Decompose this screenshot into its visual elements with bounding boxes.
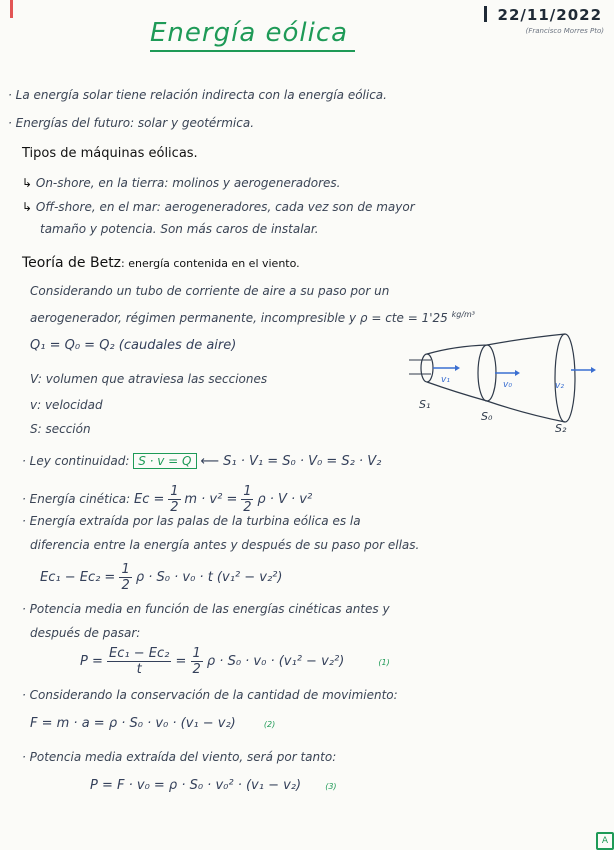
betz-subtitle: : energía contenida en el viento. [121,257,300,270]
date-bracket [484,6,487,22]
flow-equality: Q₁ = Q₀ = Q₂ (caudales de aire) [30,338,237,353]
continuity-label: · Ley continuidad: [22,454,130,468]
extracted-line-1: · Energía extraída por las palas de la turbina eólica es la [22,514,361,528]
offshore-text-1: Off-shore, en el mar: aerogeneradores, cada vez son de mayor [35,200,415,214]
v1-label: v₁ [441,375,450,385]
frac-num: 1 [192,646,201,661]
equation-number-1: (1) [378,658,390,667]
v0-arrow-head [515,370,520,376]
frac-den: 2 [170,500,179,515]
velocity-definition: v: velocidad [30,398,103,412]
extracted-power-formula [90,778,337,793]
power-line-1: · Potencia media en función de las energías cinéticas antes y [22,602,390,616]
section-s0-ellipse [478,345,496,401]
frac-den: 2 [243,500,252,515]
page-title: Energía eólica [150,18,349,48]
betz-heading-line [22,252,300,271]
power-half [191,646,203,677]
equation-number-2: (2) [263,720,276,729]
section-s2-ellipse [555,334,575,422]
frac-den: t [136,662,142,677]
arrow-icon: ↳ [22,200,36,214]
frac-den: 2 [121,578,130,593]
onshore-line [22,176,340,190]
continuity-line [22,454,381,469]
power-line-2: después de pasar: [30,626,141,640]
betz-line-2-text: aerogenerador, régimen permanente, incompresible y ρ = cte = 1'25 [30,311,448,325]
title-underline [150,50,355,52]
frac-num: Ec₁ − Ec₂ [109,646,170,661]
extracted-line-2: diferencia entre la energía antes y después de su paso por ellas. [30,538,420,552]
kinetic-mass-term: m · v² = [184,492,238,507]
momentum-formula-text: F = m · a = ρ · S₀ · v₀ · (v₁ − v₂) [30,716,236,731]
kinetic-line [22,484,312,515]
corner-page-mark: A [596,832,614,850]
intro-line-2: · Energías del futuro: solar y geotérmica. [8,116,255,130]
offshore-line-1 [22,200,415,214]
kinetic-half-2 [241,484,253,515]
kinetic-label: · Energía cinética: [22,492,131,506]
extracted-formula-rhs: ρ · S₀ · v₀ · t (v₁² − v₂²) [135,570,283,585]
momentum-formula [30,716,275,731]
continuity-boxed-formula: S · v = Q [133,453,196,469]
power-formula-lhs: P = [80,654,103,669]
frac-num: 1 [243,484,252,499]
v0-label: v₀ [503,380,512,390]
v2-arrow-head [591,367,596,373]
continuity-equality: ⟵ S₁ · V₁ = S₀ · V₀ = S₂ · V₂ [200,454,382,469]
power-fraction [107,646,171,677]
volume-definition: V: volumen que atraviesa las secciones [30,372,268,386]
tube-upper-edge [427,334,565,354]
kinetic-density-term: ρ · V · v² [257,492,313,507]
betz-heading: Teoría de Betz [22,255,122,271]
frac-num: 1 [121,562,130,577]
s1-label: S₁ [419,398,431,411]
momentum-line-1: · Considerando la conservación de la cantidad de movimiento: [22,688,398,702]
arrow-icon: ↳ [22,176,36,190]
machines-heading: Tipos de máquinas eólicas. [22,146,198,161]
section-definition: S: sección [30,422,91,436]
tube-lower-edge [427,382,565,422]
red-margin-mark [10,0,13,18]
power-formula-rhs: ρ · S₀ · v₀ · (v₁² − v₂²) [206,654,345,669]
betz-line-1: Considerando un tubo de corriente de aire a su paso por un [30,284,390,298]
extracted-half [119,562,131,593]
s0-label: S₀ [481,410,493,423]
frac-den: 2 [192,662,201,677]
extracted-power-formula-text: P = F · v₀ = ρ · S₀ · v₀² · (v₁ − v₂) [90,778,302,793]
onshore-text: On-shore, en la tierra: molinos y aerogeneradores. [35,176,341,190]
s2-label: S₂ [555,422,567,435]
stream-tube-diagram [405,318,605,438]
section-s1-ellipse [421,354,433,382]
kinetic-ec: Ec = [134,492,165,507]
author-note: (Francisco Morres Pto) [525,27,604,35]
extracted-formula [40,562,282,593]
v2-label: v₂ [555,381,564,391]
density-unit: kg/m³ [451,310,476,319]
power-formula: P = $\frac{\text{Ec₁ − Ec₂}}{t}$ = $\frac{1}{2}$ ρ · S₀ · v₀ · (v₁² − v₂²) (1) [80,646,390,677]
equation-number-3: (3) [325,782,337,791]
kinetic-half-1 [168,484,180,515]
extracted-formula-lhs: Ec₁ − Ec₂ = [40,570,116,585]
date: 22/11/2022 [497,6,602,24]
intro-line-1: · La energía solar tiene relación indirecta con la energía eólica. [8,88,387,102]
extracted-power-line-1: · Potencia media extraída del viento, será por tanto: [22,750,337,764]
offshore-line-2: tamaño y potencia. Son más caros de instalar. [40,222,319,236]
v1-arrow-head [455,365,460,371]
frac-num: 1 [170,484,179,499]
